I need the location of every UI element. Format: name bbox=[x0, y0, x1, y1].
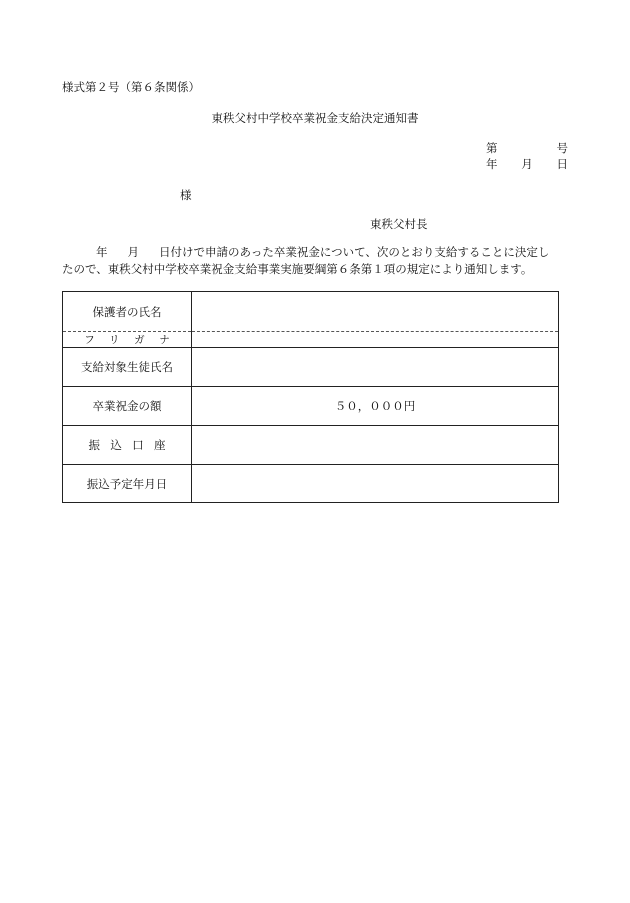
body-line1-text: 日付けで申請のあった卒業祝金について、次のとおり支給することに決定し bbox=[159, 245, 550, 259]
table-row bbox=[63, 332, 559, 348]
sender-name: 東秩父村長 bbox=[370, 217, 428, 231]
table-row bbox=[63, 465, 559, 503]
body-year: 年 bbox=[96, 245, 108, 259]
document-number-prefix: 第 bbox=[486, 141, 498, 155]
grant-amount-label: 卒業祝金の額 bbox=[63, 387, 192, 426]
notice-body-line-2: たので、東秩父村中学校卒業祝金支給事業実施要綱第６条第１項の規定により通知します。 bbox=[62, 262, 533, 276]
body-month: 月 bbox=[127, 245, 139, 259]
payment-info-table bbox=[62, 291, 559, 503]
student-name-value bbox=[192, 348, 559, 387]
grant-amount-value: ５０，０００円 bbox=[192, 387, 559, 426]
document-date-day: 日 bbox=[556, 157, 568, 171]
table-row bbox=[63, 426, 559, 465]
recipient-honorific: 様 bbox=[180, 188, 192, 202]
student-name-label: 支給対象生徒氏名 bbox=[63, 348, 192, 387]
guardian-name-label: 保護者の氏名 bbox=[63, 292, 192, 332]
table-row bbox=[63, 292, 559, 332]
document-date-month: 月 bbox=[521, 157, 533, 171]
transfer-date-label: 振込予定年月日 bbox=[63, 465, 192, 503]
form-number: 様式第２号（第６条関係） bbox=[62, 80, 200, 94]
document-date bbox=[486, 156, 568, 172]
document-number-suffix: 号 bbox=[556, 141, 568, 155]
furigana-value bbox=[192, 332, 559, 348]
guardian-name-value bbox=[192, 292, 559, 332]
notice-body bbox=[62, 244, 562, 278]
bank-account-label: 振込口座 bbox=[88, 438, 176, 452]
bank-account-value bbox=[192, 426, 559, 465]
transfer-date-value bbox=[192, 465, 559, 503]
furigana-label: フリガナ bbox=[84, 334, 185, 346]
document-title: 東秩父村中学校卒業祝金支給決定通知書 bbox=[211, 111, 419, 125]
table-row bbox=[63, 348, 559, 387]
document-date-year: 年 bbox=[486, 157, 498, 171]
document-number bbox=[486, 140, 568, 156]
table-row bbox=[63, 387, 559, 426]
notice-body-line-1 bbox=[62, 244, 562, 261]
